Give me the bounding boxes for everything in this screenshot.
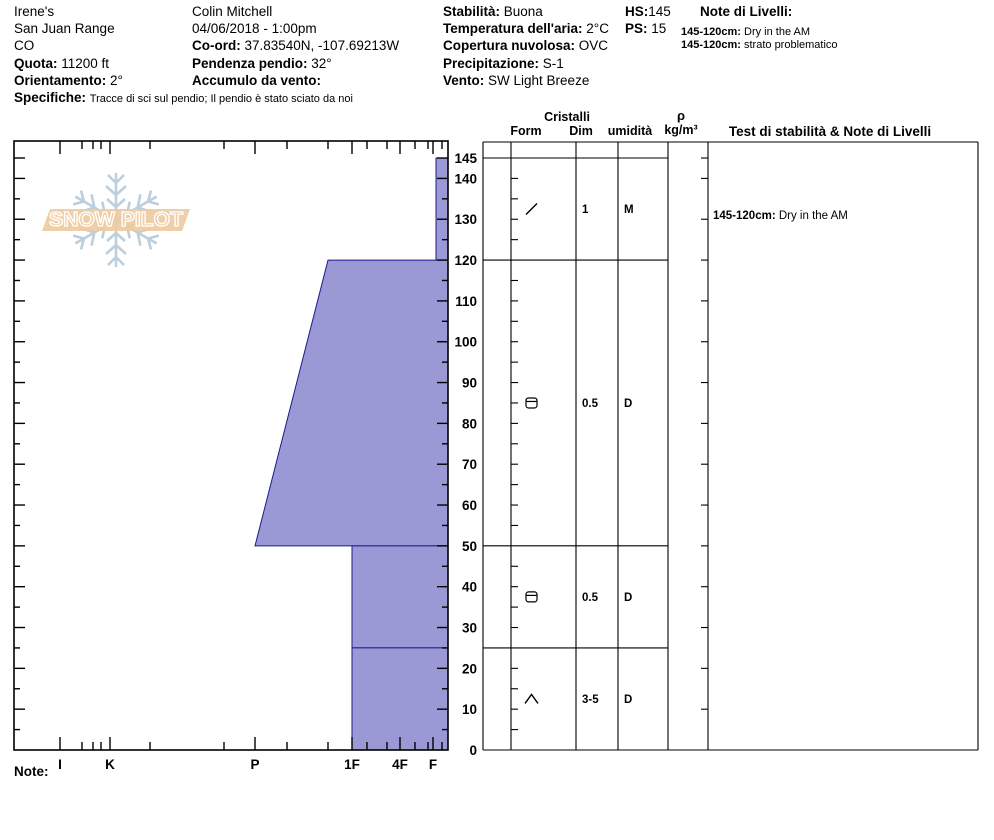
stability-value: Buona (503, 4, 543, 19)
aspect-value: 2° (110, 72, 123, 88)
footer-note-label: Note: (14, 764, 49, 779)
elevation-value: 11200 ft (61, 55, 110, 71)
wetness-value: D (624, 693, 633, 706)
pit-depth-label: PS: (625, 21, 648, 37)
hardness-tick-label: P (250, 757, 260, 772)
table-header-dim: Dim (569, 124, 593, 138)
depth-tick-label: 50 (461, 538, 477, 554)
air-temp-value: 2°C (586, 21, 609, 37)
grain-size-value: 3-5 (582, 693, 599, 706)
observer-name: Colin Mitchell (192, 4, 273, 19)
crystal-table-grid (483, 142, 978, 750)
table-header-cristalli: Cristalli (544, 110, 590, 124)
depth-tick-label: 40 (461, 579, 477, 595)
grain-form-facet-icon (526, 592, 537, 602)
hardness-tick-label: I (58, 757, 62, 772)
snow-layer (436, 158, 448, 260)
coordinates-label: Co-ord: (192, 38, 241, 54)
slope-angle-label: Pendenza pendio: (192, 55, 308, 71)
sky-cover-value: OVC (578, 38, 609, 54)
grain-size-value: 0.5 (582, 591, 598, 604)
depth-tick-label: 60 (461, 498, 477, 514)
precip-value: S-1 (542, 55, 564, 71)
table-header-rho-units: kg/m³ (664, 123, 698, 137)
depth-tick-label: 140 (454, 171, 477, 187)
table-header-tests: Test di stabilità & Note di Livelli (728, 124, 932, 139)
aspect-label: Orientamento: (14, 72, 107, 88)
stability-note: 145-120cm: Dry in the AM (713, 210, 848, 223)
wind-loading-label: Accumulo da vento: (192, 72, 322, 88)
wind-label: Vento: (443, 72, 485, 88)
specifics-label: Specifiche: (14, 90, 87, 106)
grain-size-value: 0.5 (582, 397, 598, 410)
hardness-tick-label: 1F (344, 757, 360, 772)
snow-layers (255, 158, 448, 750)
snow-height-value: 145 (648, 4, 671, 19)
snow-height-label: HS: (625, 4, 649, 19)
snowpilot-watermark (42, 173, 190, 267)
depth-tick-label: 30 (461, 620, 477, 636)
grain-size-value: 1 (582, 204, 589, 217)
depth-tick-label: 145 (454, 151, 477, 166)
level-note-text: strato problematico (744, 38, 838, 51)
pit-depth-value: 15 (651, 21, 667, 37)
table-header-form: Form (510, 124, 542, 138)
depth-tick-label: 100 (454, 334, 477, 350)
elevation-label: Quota: (14, 55, 58, 71)
snow-layer (352, 546, 448, 648)
level-note-range: 145-120cm: (681, 26, 741, 38)
depth-tick-label: 0 (469, 743, 477, 758)
range-name: San Juan Range (14, 21, 115, 37)
snow-layer (255, 260, 448, 546)
logo-wordmark: SNOW PILOT (49, 209, 183, 231)
hardness-tick-label: K (105, 757, 115, 772)
table-header-umidita: umidità (607, 124, 653, 138)
depth-tick-label: 80 (461, 416, 477, 432)
depth-tick-label: 10 (461, 702, 477, 718)
depth-tick-label: 20 (461, 661, 477, 677)
level-note-range: 145-120cm: (681, 38, 741, 51)
level-notes-title: Note di Livelli: (700, 4, 793, 19)
slope-angle-value: 32° (311, 55, 332, 71)
table-header-rho: ρ (676, 108, 686, 123)
wetness-value: M (624, 204, 634, 217)
snow-layer (352, 648, 448, 750)
wetness-value: D (624, 397, 633, 410)
grain-form-depth-hoar-icon (525, 694, 538, 703)
pit-name: Irene's (14, 4, 55, 19)
stability-label: Stabilità: (443, 4, 501, 19)
air-temp-label: Temperatura dell'aria: (443, 21, 583, 37)
hardness-tick-label: 4F (392, 757, 408, 772)
depth-tick-label: 130 (454, 212, 477, 228)
precip-label: Precipitazione: (443, 55, 540, 71)
coordinates-value: 37.83540N, -107.69213W (244, 38, 400, 54)
state: CO (14, 38, 35, 54)
depth-tick-label: 70 (461, 457, 477, 473)
grain-form-facet-icon (526, 398, 537, 408)
observation-datetime: 04/06/2018 - 1:00pm (192, 21, 317, 37)
sky-cover-label: Copertura nuvolosa: (443, 38, 576, 54)
grain-form-slash-icon (526, 204, 537, 215)
wetness-value: D (624, 591, 633, 604)
depth-tick-label: 90 (461, 375, 477, 391)
depth-tick-label: 120 (454, 253, 477, 269)
crystal-rows (525, 204, 634, 706)
depth-tick-label: 110 (455, 293, 477, 309)
level-note-text: Dry in the AM (744, 26, 811, 38)
hardness-tick-label: F (428, 757, 438, 772)
wind-value: SW Light Breeze (488, 72, 590, 88)
specifics-value: Tracce di sci sul pendio; Il pendio è stato sciato da noi (89, 93, 353, 106)
